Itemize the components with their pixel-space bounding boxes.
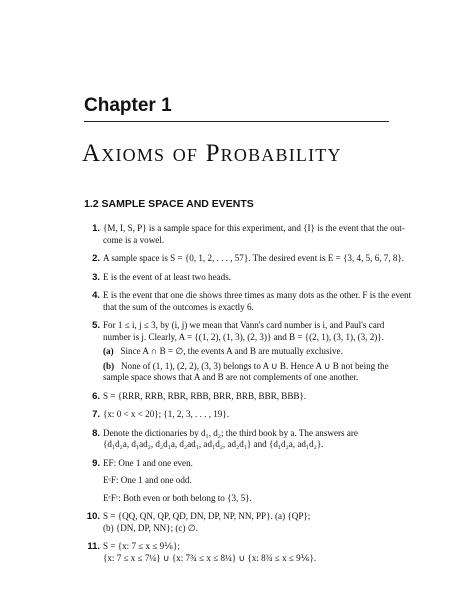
problem-text: E is the event that one die shows three times as many dots as the other. F is the event xyxy=(103,290,412,300)
problem-number: 5. xyxy=(92,320,100,331)
problem-text: S = {x: 7 ≤ x ≤ 9⅙}; xyxy=(103,541,180,551)
problem-10 xyxy=(84,511,392,534)
problem-text: S = {RRR, RRB, RBR, RBB, BRR, BRB, BBR, BBB}. xyxy=(103,390,307,401)
problem-subpart-a xyxy=(103,346,392,358)
problem-8 xyxy=(84,428,392,451)
problem-text: For 1 ≤ i, j ≤ 3, by (i, j) we mean that Vann's card number is i, and Paul's card xyxy=(103,320,385,330)
problem-number: 7. xyxy=(92,409,100,420)
section-heading: 1.2 SAMPLE SPACE AND EVENTS xyxy=(84,198,254,210)
problem-text: {M, I, S, P} is a sample space for this experiment, and {I} is the event that the out- xyxy=(103,223,405,233)
problem-number: 10. xyxy=(86,511,100,522)
problem-text: Denote the dictionaries by d₁, d₂; the third book by a. The answers are xyxy=(103,427,358,438)
problem-text: EᶜFᶜ: Both even or both belong to {3, 5}. xyxy=(103,492,252,503)
problem-text: that the sum of the outcomes is exactly 6. xyxy=(103,301,254,312)
problem-text: EᶜF: One 1 and one odd. xyxy=(103,475,192,485)
problem-number: 3. xyxy=(92,271,100,283)
problem-text: {d₁d₂a, d₁ad₂, d₂d₁a, d₂ad₁, ad₁d₂, ad₂d₁} and {d₁d₂a, ad₁d₂}. xyxy=(103,439,324,449)
chapter-rule xyxy=(84,121,389,122)
problem-4 xyxy=(84,290,412,313)
problem-text: E is the event of at least two heads. xyxy=(103,271,232,282)
problem-5 xyxy=(84,320,392,384)
problem-number: 6. xyxy=(92,390,100,402)
subpart-text: Since A ∩ B = ∅, the events A and B are mutually exclusive. xyxy=(120,346,343,356)
problem-7 xyxy=(84,409,392,421)
subpart-label: (a) xyxy=(103,346,114,356)
problem-2 xyxy=(84,253,405,265)
problem-9 xyxy=(84,458,392,505)
problem-6 xyxy=(84,391,392,403)
problem-number: 11. xyxy=(87,541,100,552)
problem-number: 1. xyxy=(92,223,100,234)
problem-text: A sample space is S = {0, 1, 2, . . . , 57}. The desired event is E = {3, 4, 5, 6, 7, 8}. xyxy=(103,253,405,263)
problem-subpart-b xyxy=(103,361,392,384)
chapter-label: Chapter 1 xyxy=(84,95,172,116)
problem-text: S = {QQ, QN, QP, QD, DN, DP, NP, NN, PP}. (a) {QP}; xyxy=(103,511,311,521)
problem-text: (b) {DN, DP, NN}; (c) ∅. xyxy=(103,522,198,533)
problem-number: 4. xyxy=(92,290,100,301)
problem-number: 9. xyxy=(92,457,100,469)
problem-number: 2. xyxy=(92,253,100,264)
subpart-text: sample space shows that A and B are not complements of one another. xyxy=(103,372,359,382)
problem-number: 8. xyxy=(92,427,100,439)
problem-11 xyxy=(84,541,392,564)
subpart-label: (b) xyxy=(103,360,115,371)
problem-text: {x: 0 < x < 20}; {1, 2, 3, . . . , 19}. xyxy=(103,409,229,419)
problem-1 xyxy=(84,223,405,246)
problem-text: {x: 7 ≤ x ≤ 7¼} ∪ {x: 7¾ ≤ x ≤ 8¼} ∪ {x: 8¾ ≤ x ≤ 9⅙}. xyxy=(103,552,317,563)
problem-3 xyxy=(84,272,392,284)
problem-text: number is j. Clearly, A = {(1, 2), (1, 3), (2, 3)} and B = {(2, 1), (3, 1), (3, 2)}. xyxy=(103,331,384,342)
problem-text: come is a vowel. xyxy=(103,234,165,245)
chapter-title: Axioms of Probability xyxy=(82,140,342,167)
subpart-text: None of (1, 1), (2, 2), (3, 3) belongs to A ∪ B. Hence A ∪ B not being the xyxy=(120,360,389,371)
problem-list xyxy=(84,223,412,571)
problem-text: EF: One 1 and one even. xyxy=(103,457,193,468)
